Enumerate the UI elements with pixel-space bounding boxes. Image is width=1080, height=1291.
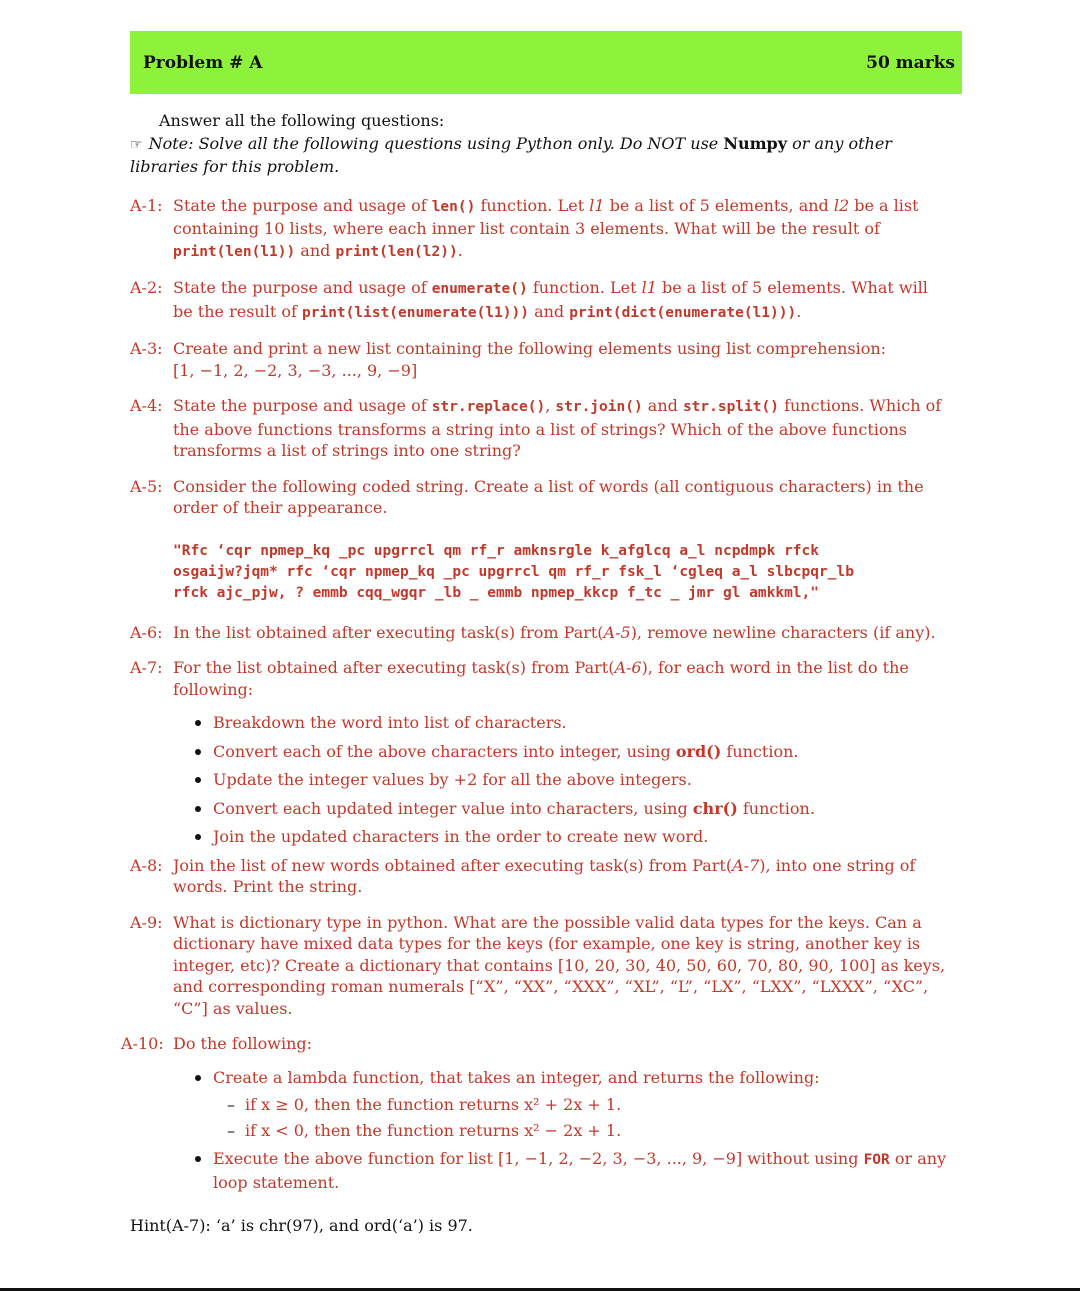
sequence: [1, −1, 2, −2, 3, −3, ..., 9, −9]: [173, 360, 418, 380]
text: be a list of 5 elements. What will be the result of: [173, 278, 928, 321]
text: Execute the above function for list [1, −1, 2, −2, 3, −3, ..., 9, −9] without using: [213, 1149, 864, 1168]
question-text: What is dictionary type in python. What are the possible valid data types for the keys. Can a dictionary have mixed data types for the keys (for example, one key is string, another key is integer, etc)? Create a dictionary that contains [10, 20, 30, 40, 50, 60, 70, 80, 90, 100] as keys, and corresponding roman numerals [“X”, “XX”, “XXX”, “XL”, “L”, “LX”, “LXX”, “LXXX”, “XC”, “C”] as values.: [173, 912, 946, 1018]
note-after: or any other libraries for this problem.: [130, 133, 892, 176]
text: and: [295, 240, 336, 260]
text: or any loop statement.: [213, 1149, 947, 1192]
part-ref: A-6: [614, 658, 642, 677]
code: enumerate(): [431, 281, 528, 297]
question-label: A-6:: [130, 622, 163, 642]
text: Convert each updated integer value into characters, using: [213, 798, 693, 818]
question-a1: [130, 195, 950, 264]
code: print(len(l2)): [335, 243, 458, 260]
function-name: chr(): [692, 798, 738, 818]
code: str.replace(): [431, 399, 546, 415]
step-list: [173, 712, 950, 848]
code: str.join(): [555, 399, 643, 415]
variable: l1: [589, 195, 605, 215]
marks-label: 50 marks: [866, 52, 955, 73]
question-label: A-5:: [130, 476, 163, 496]
list-item: [193, 1148, 950, 1193]
question-a10: [121, 1033, 950, 1193]
text: function.: [721, 741, 799, 761]
code: str.split(): [682, 399, 779, 415]
question-label: A-3:: [130, 339, 163, 358]
question-a7: [130, 657, 950, 848]
text: In the list obtained after executing task(s) from Part(: [173, 622, 604, 642]
question-label: A-8:: [130, 855, 163, 875]
problem-header: [130, 31, 962, 94]
sub-list-item: – if x < 0, then the function returns x² − 2x + 1.: [227, 1120, 950, 1142]
question-text: Create and print a new list containing the following elements using list comprehension:: [173, 339, 887, 358]
list-item: [193, 1067, 950, 1142]
text: ,: [545, 396, 556, 415]
question-text: Do the following:: [173, 1034, 313, 1053]
hint: Hint(A-7): ‘a’ is chr(97), and ord(‘a’) is 97.: [130, 1216, 473, 1235]
text: State the purpose and usage of: [173, 195, 432, 215]
text: and: [528, 301, 570, 321]
text: function.: [737, 798, 815, 818]
question-a9: [130, 912, 950, 1020]
question-a6: [130, 622, 950, 644]
text: functions. Which of the above functions transforms a string into a list of strings? Which of the above functions transforms a list of strings into one string?: [173, 396, 942, 460]
text: function. Let: [527, 278, 642, 297]
text: Create a lambda function, that takes an integer, and returns the following:: [213, 1067, 820, 1087]
note: [130, 133, 950, 178]
sub-list: [213, 1094, 950, 1141]
note-bold: Numpy: [723, 133, 788, 153]
code: len(): [431, 198, 476, 215]
code: print(list(enumerate(l1))): [302, 304, 529, 321]
coded-string: "Rfc ‘cqr npmep_kq _pc upgrrcl qm rf_r amknsrgle k_afglcq a_l ncpdmpk rfck osgaijw?jqm* rfc ‘cqr npmep_kq _pc upgrrcl qm rf_r fsk_l ‘cgleq a_l slbcpqr_lb rfck ajc_pjw, ? emmb cqq_wgqr _lb _ emmb npmep_kkcp f_tc _ jmr gl amkkml,": [173, 542, 854, 601]
list-item: Breakdown the word into list of characters.: [193, 712, 950, 734]
part-ref: A-5: [603, 622, 631, 642]
text: function. Let: [475, 195, 590, 215]
text: Convert each of the above characters into integer, using: [213, 741, 676, 761]
function-name: ord(): [675, 741, 722, 761]
text: .: [457, 240, 463, 260]
text: Join the list of new words obtained after executing task(s) from Part(: [173, 855, 733, 875]
question-label: A-4:: [130, 396, 163, 415]
text: ), for each word in the list do the following:: [173, 658, 909, 699]
text: State the purpose and usage of: [173, 278, 432, 297]
question-label: A-2:: [130, 278, 163, 297]
question-a3: [130, 338, 950, 381]
variable: l2: [833, 195, 850, 215]
text: be a list containing 10 lists, where each inner list contain 3 elements. What will be the result of: [173, 195, 919, 238]
text: .: [796, 301, 802, 321]
question-label: A-7:: [130, 658, 163, 677]
intro-text: Answer all the following questions:: [159, 111, 445, 130]
question-a4: [130, 395, 950, 462]
text: and: [642, 396, 683, 415]
variable: l1: [641, 278, 657, 297]
text: ), into one string of words. Print the string.: [173, 855, 916, 896]
step-list: [173, 1067, 950, 1194]
code: print(len(l1)): [173, 243, 296, 260]
question-text: Consider the following coded string. Create a list of words (all contiguous characters) in the order of their appearance.: [173, 476, 924, 517]
list-item: Update the integer values by +2 for all the above integers.: [193, 769, 950, 791]
note-before: Note: Solve all the following questions using Python only. Do NOT use: [148, 133, 724, 153]
problem-title: Problem # A: [143, 52, 263, 73]
text: State the purpose and usage of: [173, 396, 432, 415]
problem-body: [121, 110, 950, 1237]
code: FOR: [863, 1152, 890, 1168]
question-a8: [130, 855, 950, 898]
list-item: [193, 741, 950, 763]
question-a2: [130, 277, 950, 324]
text: be a list of 5 elements, and: [604, 195, 834, 215]
question-label: A-1:: [130, 195, 163, 215]
list-item: Join the updated characters in the order to create new word.: [193, 826, 950, 848]
question-label: A-10:: [121, 1034, 164, 1053]
question-a5: [130, 476, 950, 604]
question-label: A-9:: [130, 912, 163, 932]
list-item: [193, 798, 950, 820]
sub-list-item: – if x ≥ 0, then the function returns x² + 2x + 1.: [227, 1094, 950, 1116]
part-ref: A-7: [732, 855, 760, 875]
text: For the list obtained after executing task(s) from Part(: [173, 658, 615, 677]
pointing-hand-icon: ☞: [130, 136, 143, 153]
text: ), remove newline characters (if any).: [630, 622, 936, 642]
code: print(dict(enumerate(l1))): [569, 304, 797, 321]
